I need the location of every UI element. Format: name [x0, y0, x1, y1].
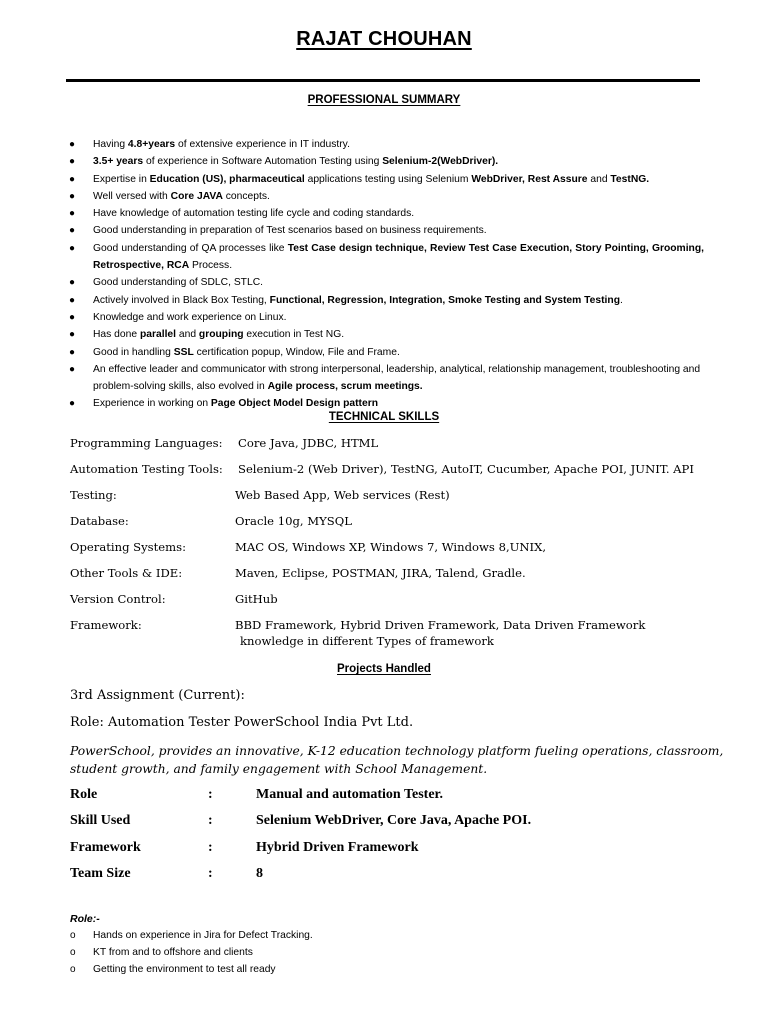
candidate-name: RAJAT CHOUHAN [296, 28, 472, 50]
skill-value: BBD Framework, Hybrid Driven Framework, Data Driven Framework [235, 618, 646, 632]
summary-item: ● Knowledge and work experience on Linux. [67, 309, 704, 326]
duty-item [70, 944, 313, 961]
bullet-icon: ● [69, 173, 76, 185]
duty-text: Hands on experience in Jira for Defect Tracking. [93, 930, 313, 941]
summary-item: ● Actively involved in Black Box Testing, Functional, Regression, Integration, Smoke Testing and System Testing. [67, 292, 704, 309]
detail-value: 8 [256, 866, 263, 881]
skill-label: Other Tools & IDE: [70, 566, 183, 580]
bullet-icon: ● [69, 398, 76, 410]
bullet-icon: ● [69, 190, 76, 202]
bullet-icon: ● [69, 225, 76, 237]
detail-label: Team Size [70, 866, 131, 881]
professional-summary-heading: PROFESSIONAL SUMMARY [307, 94, 461, 106]
skill-value: Oracle 10g, MYSQL [235, 514, 352, 528]
summary-item: ● An effective leader and communicator with strong interpersonal, leadership, analytical, relationship management, troubleshooting and problem-solving skills, also evolved in Agile process, scrum meetings. [67, 361, 704, 396]
summary-item: ● Expertise in Education (US), pharmaceutical applications testing using Selenium WebDriver, Rest Assure and TestNG. [67, 171, 704, 188]
skill-value: Core Java, JDBC, HTML [238, 436, 379, 450]
summary-item: ● Having 4.8+years of extensive experience in IT industry. [67, 136, 704, 153]
summary-list [67, 136, 704, 413]
summary-item: ● Good understanding in preparation of Test scenarios based on business requirements. [67, 222, 704, 239]
skill-label: Version Control: [70, 592, 166, 606]
duty-item [70, 927, 313, 944]
header-divider [66, 79, 700, 82]
skill-value: Maven, Eclipse, POSTMAN, JIRA, Talend, Gradle. [235, 566, 526, 580]
summary-item: ● Good in handling SSL certification popup, Window, File and Frame. [67, 344, 704, 361]
bullet-icon: ● [69, 208, 76, 220]
skill-value: Selenium-2 (Web Driver), TestNG, AutoIT, Cucumber, Apache POI, JUNIT. API [238, 462, 694, 476]
company-description: PowerSchool, provides an innovative, K-12 education technology platform fueling operations, classroom, student growth, and family engagement with School Management. [70, 744, 724, 776]
skill-value: GitHub [235, 592, 278, 606]
detail-label: Skill Used [70, 813, 131, 828]
bullet-icon: ● [69, 277, 76, 289]
summary-item: ● Well versed with Core JAVA concepts. [67, 188, 704, 205]
bullet-icon: ● [69, 139, 76, 150]
circle-bullet-icon: o [70, 930, 76, 941]
summary-item: ● Good understanding of SDLC, STLC. [67, 274, 704, 291]
skill-label: Framework: [70, 618, 142, 632]
summary-item: ● Good understanding of QA processes like Test Case design technique, Review Test Case Execution, Story Pointing, Grooming, Retrospective, RCA Process. [67, 240, 704, 275]
role-company-heading: Role: Automation Tester PowerSchool India Pvt Ltd. [70, 715, 414, 730]
bullet-icon: ● [69, 363, 76, 375]
skill-value: MAC OS, Windows XP, Windows 7, Windows 8,UNIX, [235, 540, 547, 554]
skill-label: Programming Languages: [70, 436, 223, 450]
detail-value: Selenium WebDriver, Core Java, Apache POI. [256, 813, 532, 828]
duty-text: Getting the environment to test all ready [93, 964, 276, 976]
bullet-icon: ● [69, 242, 76, 254]
duties-list [70, 927, 313, 979]
skill-value-continued: knowledge in different Types of framework [240, 634, 494, 648]
detail-separator: : [208, 787, 213, 802]
detail-separator: : [208, 813, 213, 828]
bullet-icon: ● [69, 156, 76, 168]
duty-item [70, 961, 313, 978]
assignment-heading: 3rd Assignment (Current): [70, 688, 245, 703]
technical-skills-heading: TECHNICAL SKILLS [328, 411, 440, 423]
bullet-icon: ● [69, 311, 76, 323]
role-duties-label: Role:- [70, 913, 100, 925]
duty-text: KT from and to offshore and clients [93, 947, 253, 959]
circle-bullet-icon: o [70, 964, 76, 976]
skill-label: Operating Systems: [70, 540, 186, 554]
detail-label: Framework [70, 840, 141, 855]
summary-item: ● Have knowledge of automation testing life cycle and coding standards. [67, 205, 704, 222]
detail-value: Hybrid Driven Framework [256, 840, 419, 855]
detail-separator: : [208, 866, 213, 881]
skill-value: Web Based App, Web services (Rest) [235, 488, 450, 502]
bullet-icon: ● [69, 294, 76, 306]
circle-bullet-icon: o [70, 947, 76, 959]
detail-separator: : [208, 840, 213, 855]
bullet-icon: ● [69, 346, 76, 358]
skill-label: Automation Testing Tools: [70, 462, 223, 476]
detail-value: Manual and automation Tester. [256, 787, 443, 802]
detail-label: Role [70, 787, 98, 802]
skill-label: Testing: [70, 488, 117, 502]
summary-item: ● Has done parallel and grouping execution in Test NG. [67, 326, 704, 343]
summary-item: ● 3.5+ years of experience in Software Automation Testing using Selenium-2(WebDriver). [67, 153, 704, 170]
skill-label: Database: [70, 514, 129, 528]
projects-handled-heading: Projects Handled [337, 663, 431, 675]
summary-item: ● Experience in working on Page Object Model Design pattern [67, 395, 704, 412]
bullet-icon: ● [69, 329, 76, 341]
